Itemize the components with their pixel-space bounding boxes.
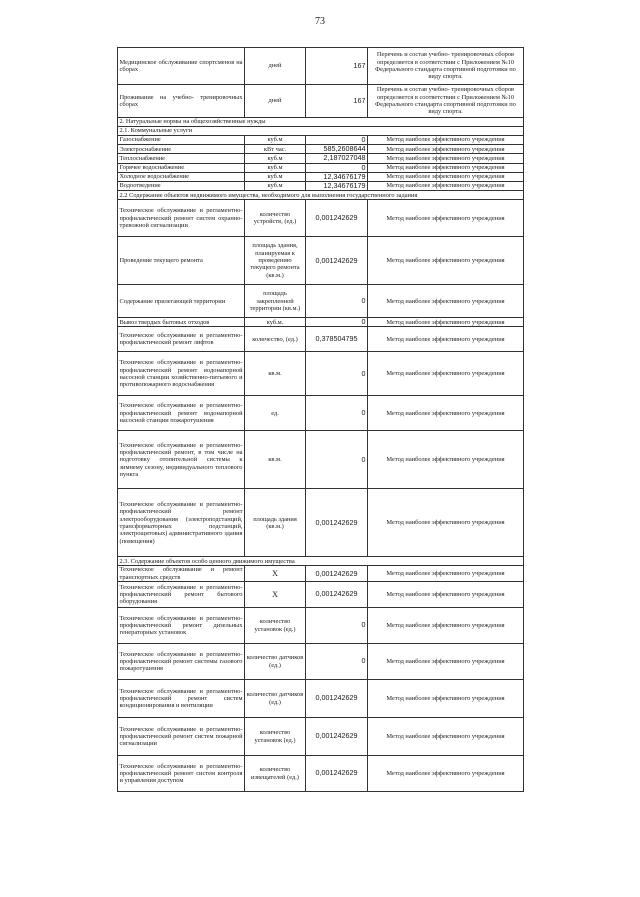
item-name-cell: Техническое обслуживание и регламентно- профилактический ремонт бытового оборудования bbox=[118, 582, 245, 608]
unit-cell: дней bbox=[245, 48, 306, 85]
value-cell: 585,2608644 bbox=[306, 145, 368, 154]
value-cell: 0,001242629 bbox=[306, 756, 368, 792]
table-row bbox=[118, 352, 524, 396]
table-row bbox=[118, 582, 524, 608]
unit-cell: количество датчиков (ед.) bbox=[245, 644, 306, 680]
item-name-cell: Электроснабжение bbox=[118, 145, 245, 154]
value-cell: 0,001242629 bbox=[306, 680, 368, 718]
item-name-cell: Техническое обслуживание и регламентно- профилактический ремонт систем контроля и управления доступом bbox=[118, 756, 245, 792]
unit-cell: количество, (ед.) bbox=[245, 327, 306, 352]
method-note-cell: Метод наиболее эффективного учреждения bbox=[368, 154, 524, 163]
table-row bbox=[118, 566, 524, 582]
unit-cell: кв.м. bbox=[245, 431, 306, 489]
item-name-cell: Техническое обслуживание и регламентно- профилактический ремонт электрооборудования (электроподстанций, трансформаторных подстанций, электрощитовых) административного здания (помещения) bbox=[118, 489, 245, 557]
table-row bbox=[118, 489, 524, 557]
method-note-cell: Метод наиболее эффективного учреждения bbox=[368, 756, 524, 792]
item-name-cell: Техническое обслуживание и регламентно- профилактический ремонт систем пожарной сигнализации bbox=[118, 718, 245, 756]
item-name-cell: Техническое обслуживание и регламентно- профилактический ремонт дизельных генераторных установок bbox=[118, 608, 245, 644]
method-note-cell: Перечень и состав учебно- тренировочных сборов определяется в соответствии с Приложением №10 Федерального стандарта спортивной подготовки по виду спорта. bbox=[368, 85, 524, 118]
unit-cell: дней bbox=[245, 85, 306, 118]
item-name-cell: Техническое обслуживание и регламентно- профилактический ремонт систем кондиционирования и вентиляции bbox=[118, 680, 245, 718]
table-row bbox=[118, 396, 524, 431]
section-title: 2.2 Содержание объектов недвижимого имущества, необходимого для выполнения государственного задания bbox=[118, 191, 524, 200]
value-cell: 0 bbox=[306, 163, 368, 172]
item-name-cell: Горячее водоснабжение bbox=[118, 163, 245, 172]
value-cell: 0,001242629 bbox=[306, 489, 368, 557]
unit-cell: количество датчиков (ед.) bbox=[245, 680, 306, 718]
section-header-row bbox=[118, 127, 524, 136]
table-row bbox=[118, 680, 524, 718]
table-row bbox=[118, 136, 524, 145]
item-name-cell: Техническое обслуживание и ремонт транспортных средств bbox=[119, 566, 243, 581]
table-row bbox=[118, 85, 524, 118]
method-note-cell: Перечень и состав учебно- тренировочных сборов определяется в соответствии с Приложением №10 Федерального стандарта спортивной подготовки по виду спорта. bbox=[368, 48, 524, 85]
unit-cell: площадь закрепленной территории (кв.м.) bbox=[245, 285, 306, 318]
unit-cell: куб.м bbox=[245, 154, 306, 163]
value-cell: 12,34676179 bbox=[306, 182, 368, 191]
item-name-cell: Теплоснабжение bbox=[118, 154, 245, 163]
value-cell: 0,001242629 bbox=[306, 718, 368, 756]
value-cell: 0 bbox=[306, 352, 368, 396]
method-note-cell: Метод наиболее эффективного учреждения bbox=[368, 431, 524, 489]
method-note-cell: Метод наиболее эффективного учреждения bbox=[368, 352, 524, 396]
item-name-cell: Техническое обслуживание и регламентно- профилактический ремонт водонапорной насосной станции пожаротушения bbox=[118, 396, 245, 431]
method-note-cell: Метод наиболее эффективного учреждения bbox=[368, 237, 524, 285]
unit-cell: X bbox=[245, 566, 306, 582]
method-note-cell: Метод наиболее эффективного учреждения bbox=[368, 136, 524, 145]
method-note-cell: Метод наиболее эффективного учреждения bbox=[368, 718, 524, 756]
unit-cell: кв.м. bbox=[245, 352, 306, 396]
table-row bbox=[118, 608, 524, 644]
item-name-cell: Техническое обслуживание и регламентно- профилактический ремонт системы газового пожаротушения bbox=[118, 644, 245, 680]
value-cell: 0,001242629 bbox=[306, 200, 368, 237]
unit-cell: площадь здания, планируемая к проведению текущего ремонта (кв.м.) bbox=[245, 237, 306, 285]
section-header-row bbox=[118, 557, 524, 566]
method-note-cell: Метод наиболее эффективного учреждения bbox=[368, 327, 524, 352]
unit-cell: куб.м bbox=[245, 172, 306, 181]
value-cell: 0,001242629 bbox=[306, 566, 368, 582]
method-note-cell: Метод наиболее эффективного учреждения bbox=[368, 172, 524, 181]
item-name-cell: Водоотведение bbox=[118, 182, 245, 191]
item-name-cell: Проживание на учебно- тренировочных сборах bbox=[118, 85, 245, 118]
unit-cell: куб.м bbox=[245, 136, 306, 145]
item-name-cell: Техническое обслуживание и регламентно- профилактический ремонт лифтов bbox=[118, 327, 245, 352]
table-row bbox=[118, 145, 524, 154]
method-note-cell: Метод наиболее эффективного учреждения bbox=[368, 145, 524, 154]
value-cell: 0,001242629 bbox=[306, 237, 368, 285]
value-cell: 0 bbox=[306, 285, 368, 318]
method-note-cell: Метод наиболее эффективного учреждения bbox=[368, 608, 524, 644]
section-title: 2. Натуральные нормы на общехозяйственные нужды bbox=[118, 118, 524, 127]
table-row bbox=[118, 172, 524, 181]
method-note-cell: Метод наиболее эффективного учреждения bbox=[368, 200, 524, 237]
table-row bbox=[118, 182, 524, 191]
page-number: 73 bbox=[315, 16, 325, 27]
table-row bbox=[118, 200, 524, 237]
table-row bbox=[118, 431, 524, 489]
section-title: 2.1. Коммунальные услуги bbox=[118, 127, 524, 136]
value-cell: 0 bbox=[306, 608, 368, 644]
section-header-row bbox=[118, 118, 524, 127]
section-header-row bbox=[118, 191, 524, 200]
table-row bbox=[118, 285, 524, 318]
table-row bbox=[118, 644, 524, 680]
method-note-cell: Метод наиболее эффективного учреждения bbox=[368, 489, 524, 557]
value-cell: 0 bbox=[306, 431, 368, 489]
item-name-cell: Вывоз твердых бытовых отходов bbox=[118, 318, 245, 327]
unit-cell: количество установок (ед.) bbox=[245, 718, 306, 756]
item-name-cell: Техническое обслуживание и регламентно- профилактический ремонт систем охранно- тревожной сигнализации bbox=[118, 200, 245, 237]
method-note-cell: Метод наиболее эффективного учреждения bbox=[368, 680, 524, 718]
value-cell: 2,187027048 bbox=[306, 154, 368, 163]
method-note-cell: Метод наиболее эффективного учреждения bbox=[368, 566, 524, 582]
item-name-cell: Медицинское обслуживание спортсменов на сборах bbox=[118, 48, 245, 85]
item-name-cell: Проведение текущего ремонта bbox=[118, 237, 245, 285]
value-cell: 0,001242629 bbox=[306, 582, 368, 608]
value-cell: 0 bbox=[306, 644, 368, 680]
table-row bbox=[118, 48, 524, 85]
value-cell: 0 bbox=[306, 136, 368, 145]
table-row bbox=[118, 154, 524, 163]
table-row bbox=[118, 718, 524, 756]
item-name-cell: Газоснабжение bbox=[118, 136, 245, 145]
method-note-cell: Метод наиболее эффективного учреждения bbox=[368, 396, 524, 431]
table-row bbox=[118, 163, 524, 172]
item-name-cell: Холодное водоснабжение bbox=[118, 172, 245, 181]
method-note-cell: Метод наиболее эффективного учреждения bbox=[368, 644, 524, 680]
section-title: 2.3. Содержание объектов особо ценного движимого имущества bbox=[118, 557, 524, 566]
value-cell: 0,378504795 bbox=[306, 327, 368, 352]
value-cell: 12,34676179 bbox=[306, 172, 368, 181]
table-row bbox=[118, 237, 524, 285]
unit-cell: количество устройств, (ед.) bbox=[245, 200, 306, 237]
item-name-cell: Техническое обслуживание и регламентно- профилактический ремонт, в том числе на подготовку отопительной системы к зимнему сезону, индивидуального теплового пункта bbox=[118, 431, 245, 489]
table-row bbox=[118, 318, 524, 327]
method-note-cell: Метод наиболее эффективного учреждения bbox=[368, 582, 524, 608]
value-cell: 0 bbox=[306, 396, 368, 431]
table-row bbox=[118, 756, 524, 792]
unit-cell: X bbox=[245, 582, 306, 608]
table-row bbox=[118, 327, 524, 352]
value-cell: 167 bbox=[306, 48, 368, 85]
unit-cell: куб.м bbox=[245, 163, 306, 172]
method-note-cell: Метод наиболее эффективного учреждения bbox=[368, 285, 524, 318]
method-note-cell: Метод наиболее эффективного учреждения bbox=[368, 163, 524, 172]
unit-cell: количество извещателей (ед.) bbox=[245, 756, 306, 792]
norms-table bbox=[117, 47, 524, 792]
unit-cell: количество установок (ед.) bbox=[245, 608, 306, 644]
unit-cell: куб.м. bbox=[245, 318, 306, 327]
unit-cell: куб.м bbox=[245, 182, 306, 191]
unit-cell: кВт час. bbox=[245, 145, 306, 154]
value-cell: 0 bbox=[306, 318, 368, 327]
value-cell: 167 bbox=[306, 85, 368, 118]
unit-cell: ед. bbox=[245, 396, 306, 431]
item-name-cell: Содержание прилегающей территории bbox=[118, 285, 245, 318]
method-note-cell: Метод наиболее эффективного учреждения bbox=[368, 182, 524, 191]
method-note-cell: Метод наиболее эффективного учреждения bbox=[368, 318, 524, 327]
unit-cell: площадь здания (кв.м.) bbox=[245, 489, 306, 557]
item-name-cell: Техническое обслуживание и регламентно- профилактический ремонт водонапорной насосной станции хозяйственно-питьевого и противопожарного водоснабжения bbox=[118, 352, 245, 396]
